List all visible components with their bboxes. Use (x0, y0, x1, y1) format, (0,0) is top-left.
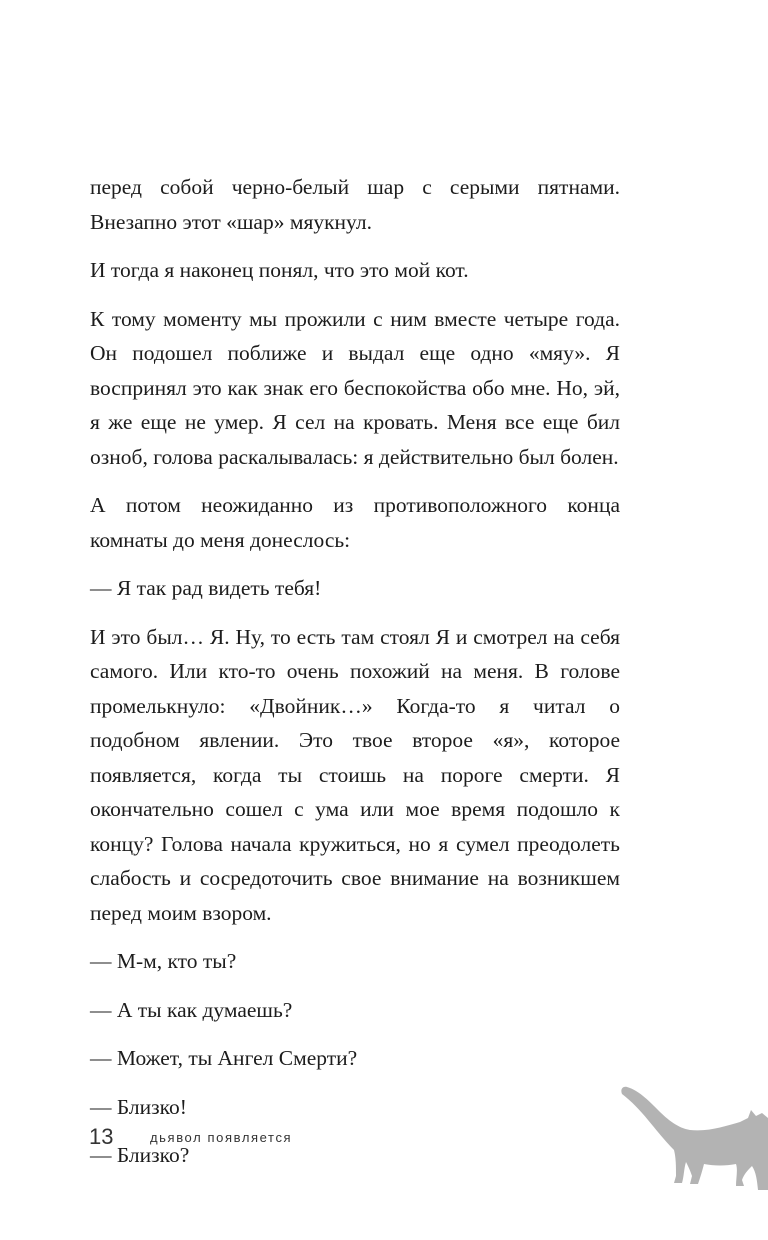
paragraph: А потом неожиданно из противоположного конца комнаты до меня донеслось: (90, 493, 620, 552)
dialogue-line: — Может, ты Ангел Смерти? (90, 1046, 358, 1070)
dialogue-line: — Близко? (90, 1143, 190, 1167)
page-number: 13 (89, 1124, 114, 1149)
dialogue-line: — Близко! (90, 1094, 187, 1119)
cat-silhouette-icon (618, 1080, 768, 1195)
paragraph: перед собой черно-белый шар с серыми пятнами. Внезапно этот «шар» мяукнул. (90, 175, 620, 234)
dialogue-line: — Я так рад видеть тебя! (90, 576, 322, 600)
paragraph: К тому моменту мы прожили с ним вместе четыре года. Он подошел поближе и выдал еще одно «мяу». Я воспринял это как знак его беспокойства обо мне. Но, эй, я же еще не умер. Я сел на кровать. Меня все еще бил озноб, голова раскалывалась: я действительно был болен. (90, 306, 620, 469)
running-title: дьявол появляется (150, 1130, 293, 1145)
dialogue-line: — М-м, кто ты? (90, 949, 237, 973)
paragraph: И тогда я наконец понял, что это мой кот. (90, 258, 469, 282)
dialogue-line: — А ты как думаешь? (90, 997, 293, 1022)
page-body-text (90, 170, 620, 1187)
paragraph: И это был… Я. Ну, то есть там стоял Я и смотрел на себя самого. Или кто-то очень похожий на меня. В голове промелькнуло: «Двойник…» Когда-то я читал о подобном явлении. Это твое второе «я», которое появляется, когда ты стоишь на пороге смерти. Я окончательно сошел с ума или мое время подошло к концу? Голова начала кружиться, но я сумел преодолеть слабость и сосредоточить свое внимание на возникшем перед моим взором. (90, 624, 620, 925)
